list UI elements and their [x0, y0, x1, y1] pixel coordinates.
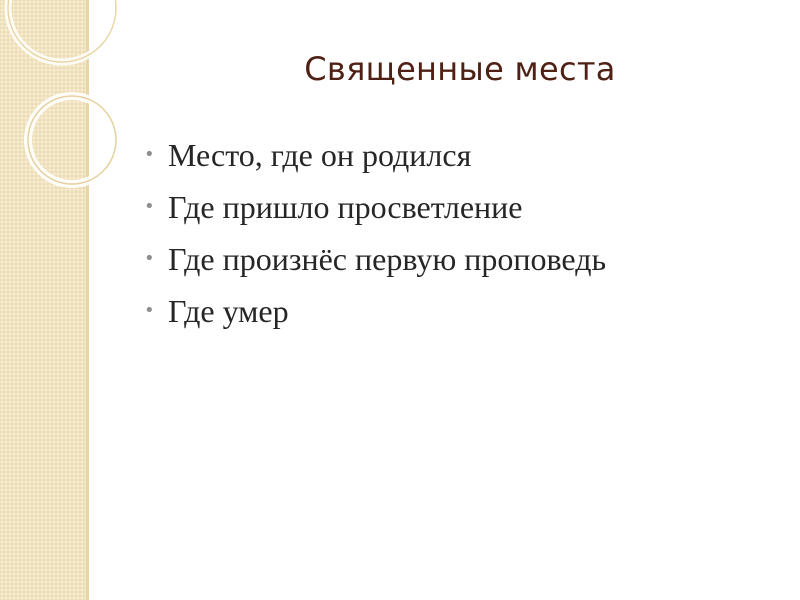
bullet-list	[140, 134, 760, 342]
bullet-icon: •	[144, 300, 155, 321]
decorative-rings-icon	[0, 0, 120, 220]
bullet-item	[140, 134, 760, 176]
bullet-item	[140, 290, 760, 332]
bullet-icon: •	[144, 144, 155, 165]
bullet-text: Где пришло просветление	[168, 189, 523, 225]
bullet-icon: •	[144, 248, 155, 269]
bullet-text: Где умер	[168, 293, 289, 329]
bullet-icon: •	[144, 196, 155, 217]
bullet-item	[140, 238, 760, 280]
bullet-text: Место, где он родился	[168, 137, 472, 173]
bullet-text: Где произнёс первую проповедь	[168, 241, 607, 277]
slide-title: Священные места	[304, 50, 616, 88]
bullet-item	[140, 186, 760, 228]
